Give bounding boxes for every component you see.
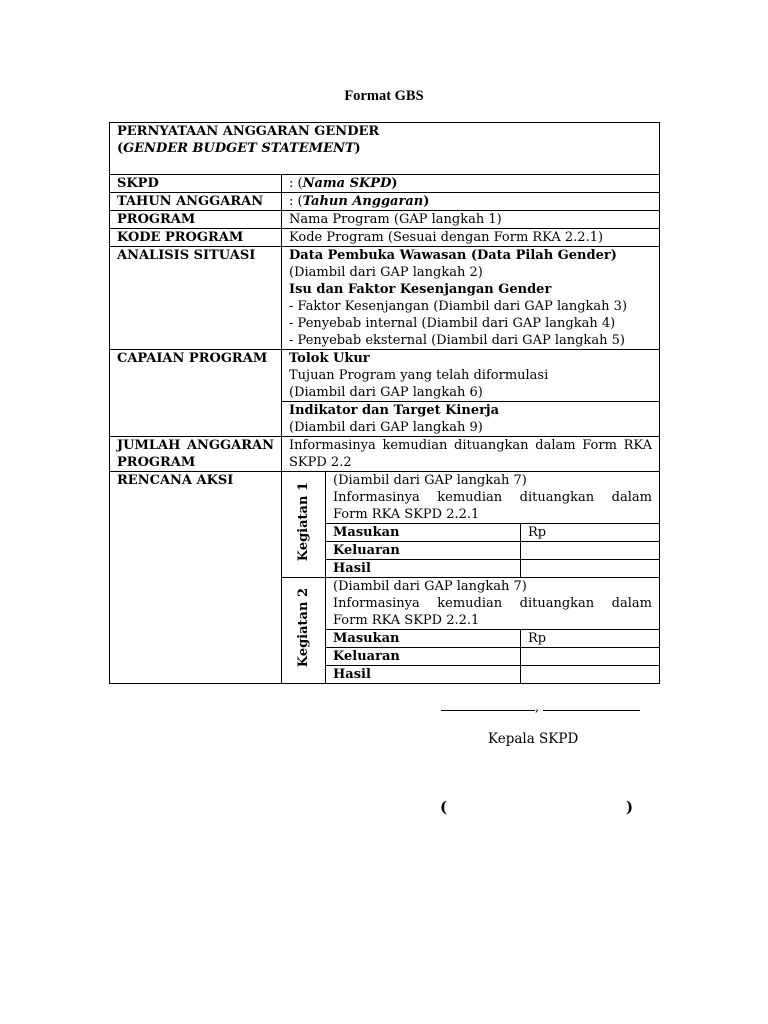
value-program: Nama Program (GAP langkah 1) (282, 211, 660, 229)
header-subtitle: (GENDER BUDGET STATEMENT) (117, 141, 361, 156)
value-analisis-situasi: Data Pembuka Wawasan (Data Pilah Gender) (Diambil dari GAP langkah 2) Isu dan Faktor Kesenjangan Gender - Faktor Kesenjangan (Diambil dari GAP langkah 3) - Penyebab internal (Diambil dari GAP langkah 4) - Penyebab eksternal (Diambil dari GAP langkah 5) (282, 247, 660, 350)
kegiatan-1-hasil-value (521, 560, 660, 578)
value-tahun-anggaran: : (Tahun Anggaran) (282, 193, 660, 211)
row-rencana-aksi (110, 472, 660, 524)
kegiatan-2-masukan-label: Masukan (326, 630, 521, 648)
place-blank-line (441, 700, 535, 711)
signature-place-date-line (441, 700, 640, 715)
header-title: PERNYATAAN ANGGARAN GENDER (117, 124, 380, 139)
row-jumlah-anggaran (110, 437, 660, 472)
row-tahun-anggaran (110, 193, 660, 211)
date-blank-line (543, 700, 640, 711)
value-kode-program: Kode Program (Sesuai dengan Form RKA 2.2.1) (282, 229, 660, 247)
kegiatan-2-description: (Diambil dari GAP langkah 7) Informasinya kemudian dituangkan dalam Form RKA SKPD 2.2.1 (326, 578, 660, 630)
signature-close-paren: ) (626, 798, 634, 816)
label-skpd: SKPD (110, 175, 282, 193)
signature-comma: , (535, 700, 540, 715)
kegiatan-2-label-cell (282, 578, 326, 684)
label-jumlah-anggaran: JUMLAH ANGGARAN PROGRAM (110, 437, 282, 472)
row-capaian-program (110, 350, 660, 402)
kegiatan-2-hasil-value (521, 666, 660, 684)
signature-open-paren: ( (440, 798, 448, 816)
document-title: Format GBS (344, 88, 424, 104)
kegiatan-2-masukan-value: Rp (521, 630, 660, 648)
row-analisis-situasi (110, 247, 660, 350)
signatory-title: Kepala SKPD (488, 731, 579, 747)
kegiatan-1-hasil-label: Hasil (326, 560, 521, 578)
kegiatan-1-label: Kegiatan 1 (296, 482, 311, 562)
label-tahun-anggaran: TAHUN ANGGARAN (110, 193, 282, 211)
gbs-table (109, 122, 660, 684)
row-skpd (110, 175, 660, 193)
header-row (110, 123, 660, 175)
kegiatan-1-masukan-label: Masukan (326, 524, 521, 542)
kegiatan-2-hasil-label: Hasil (326, 666, 521, 684)
label-program: PROGRAM (110, 211, 282, 229)
kegiatan-1-keluaran-label: Keluaran (326, 542, 521, 560)
value-skpd: : (Nama SKPD) (282, 175, 660, 193)
row-program (110, 211, 660, 229)
label-capaian-program: CAPAIAN PROGRAM (110, 350, 282, 437)
kegiatan-1-label-cell (282, 472, 326, 578)
value-indikator: Indikator dan Target Kinerja (Diambil dari GAP langkah 9) (282, 402, 660, 437)
kegiatan-2-keluaran-value (521, 648, 660, 666)
label-kode-program: KODE PROGRAM (110, 229, 282, 247)
value-tolok-ukur: Tolok Ukur Tujuan Program yang telah diformulasi (Diambil dari GAP langkah 6) (282, 350, 660, 402)
value-jumlah-anggaran: Informasinya kemudian dituangkan dalam Form RKA SKPD 2.2 (282, 437, 660, 472)
kegiatan-1-keluaran-value (521, 542, 660, 560)
label-analisis-situasi: ANALISIS SITUASI (110, 247, 282, 350)
kegiatan-1-description: (Diambil dari GAP langkah 7) Informasinya kemudian dituangkan dalam Form RKA SKPD 2.2.1 (326, 472, 660, 524)
kegiatan-2-keluaran-label: Keluaran (326, 648, 521, 666)
label-rencana-aksi: RENCANA AKSI (110, 472, 282, 684)
kegiatan-2-label: Kegiatan 2 (296, 588, 311, 668)
row-kode-program (110, 229, 660, 247)
kegiatan-1-masukan-value: Rp (521, 524, 660, 542)
